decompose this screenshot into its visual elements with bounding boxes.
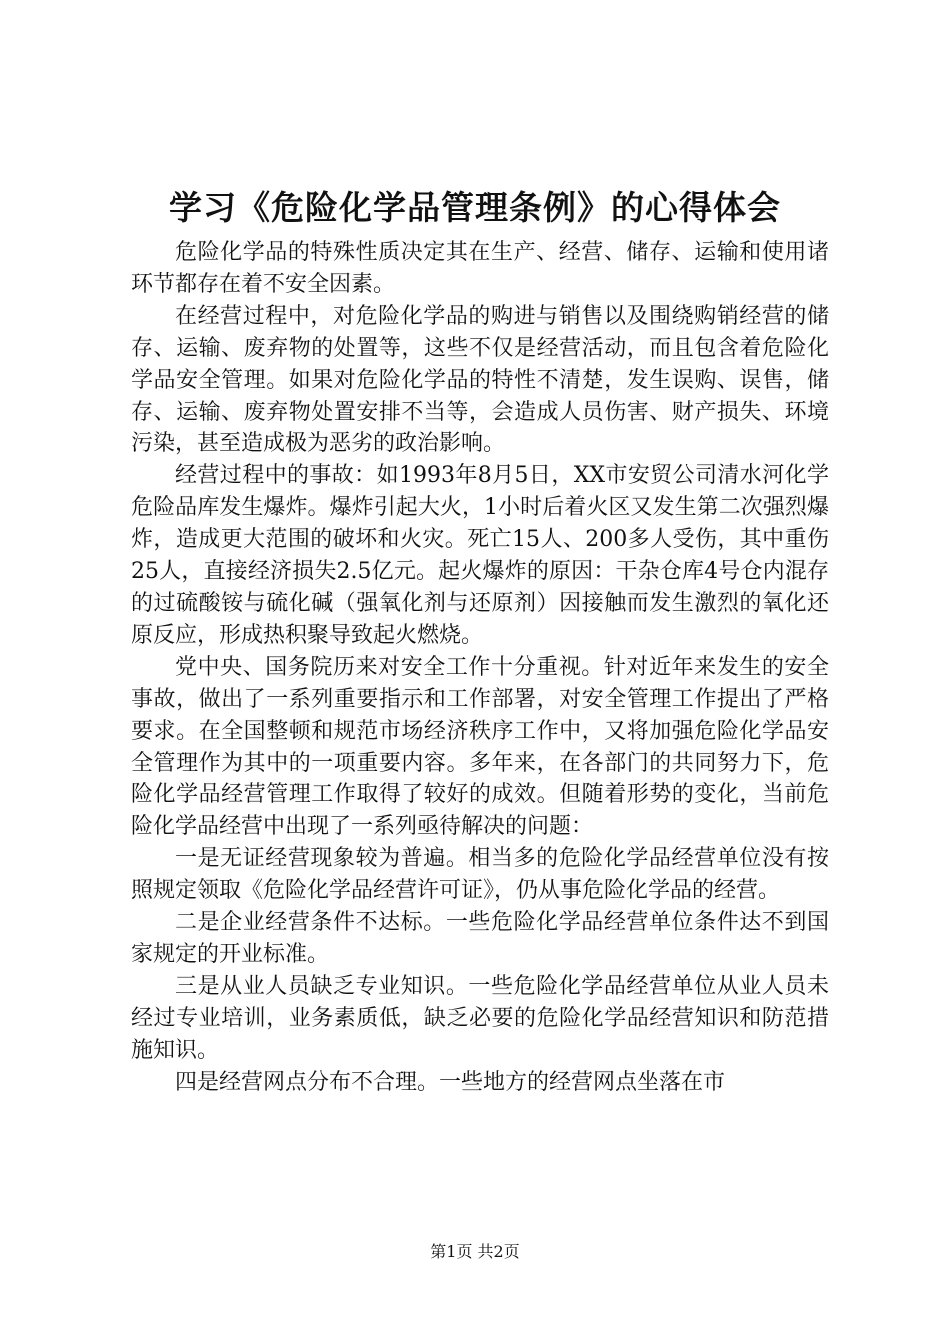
document-title: 学习《危险化学品管理条例》的心得体会 [169, 188, 781, 227]
paragraph: 一是无证经营现象较为普遍。相当多的危险化学品经营单位没有按照规定领取《危险化学品经营许可证》，仍从事危险化学品的经营。 [131, 846, 829, 904]
paragraph: 经营过程中的事故：如1993年8月5日，XX市安贸公司清水河化学危险品库发生爆炸。爆炸引起大火，1小时后着火区又发生第二次强烈爆炸，造成更大范围的破坏和火灾。死亡15人、200多人受伤，其中重伤25人，直接经济损失2.5亿元。起火爆炸的原因：干杂仓库4号仓内混存的过硫酸铵与硫化碱（强氧化剂与还原剂）因接触而发生激烈的氧化还原反应，形成热积聚导致起火燃烧。 [131, 463, 829, 648]
paragraph: 党中央、国务院历来对安全工作十分重视。针对近年来发生的安全事故，做出了一系列重要指示和工作部署，对安全管理工作提出了严格要求。在全国整顿和规范市场经济秩序工作中，又将加强危险化学品安全管理作为其中的一项重要内容。多年来，在各部门的共同努力下，危险化学品经营管理工作取得了较好的成效。但随着形势的变化，当前危险化学品经营中出现了一系列亟待解决的问题： [131, 654, 829, 840]
paragraph: 二是企业经营条件不达标。一些危险化学品经营单位条件达不到国家规定的开业标准。 [131, 910, 829, 967]
paragraph: 危险化学品的特殊性质决定其在生产、经营、储存、运输和使用诸环节都存在着不安全因素。 [131, 240, 829, 297]
document-body [131, 237, 829, 1098]
paragraph: 在经营过程中，对危险化学品的购进与销售以及围绕购销经营的储存、运输、废弃物的处置等，这些不仅是经营活动，而且包含着危险化学品安全管理。如果对危险化学品的特性不清楚，发生误购、误售，储存、运输、废弃物处置安排不当等，会造成人员伤害、财产损失、环境污染，甚至造成极为恶劣的政治影响。 [131, 303, 829, 457]
paragraph: 四是经营网点分布不合理。一些地方的经营网点坐落在市 [175, 1069, 726, 1095]
page-number-footer: 第1页 共2页 [430, 1242, 520, 1261]
paragraph: 三是从业人员缺乏专业知识。一些危险化学品经营单位从业人员未经过专业培训，业务素质低，缺乏必要的危险化学品经营知识和防范措施知识。 [131, 973, 829, 1063]
